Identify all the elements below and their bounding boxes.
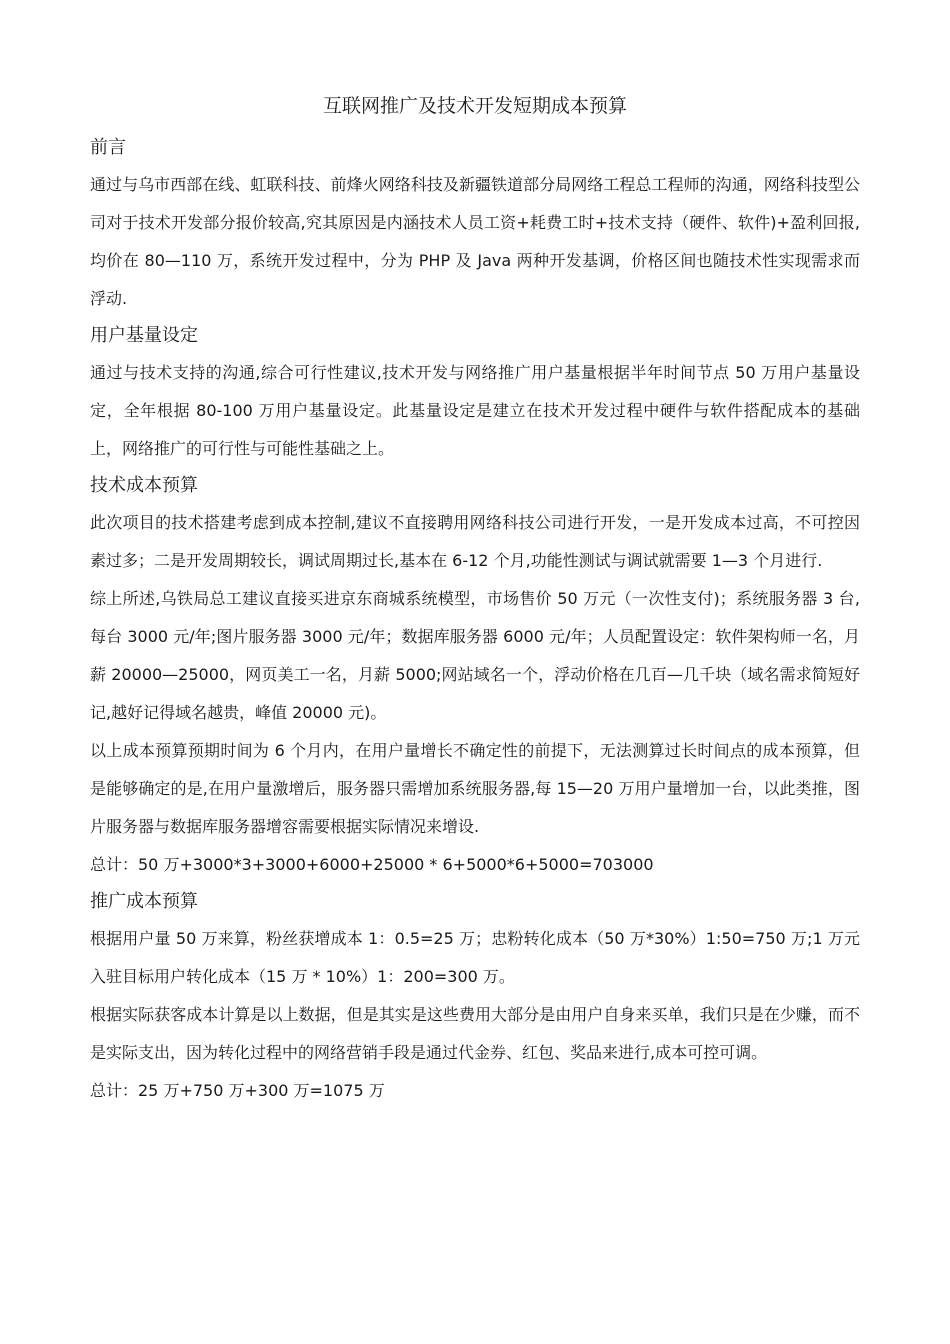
paragraph: 通过与乌市西部在线、虹联科技、前烽火网络科技及新疆铁道部分局网络工程总工程师的沟通，网络科技型公司对于技术开发部分报价较高,究其原因是内涵技术人员工资+耗费工时+技术支持（硬件、软件)+盈利回报,均价在 80—110 万，系统开发过程中，分为 PHP 及 Java 两种开发基调，价格区间也随技术性实现需求而浮动. xyxy=(90,175,860,308)
section-heading: 用户基量设定 xyxy=(90,325,198,346)
paragraph: 此次项目的技术搭建考虑到成本控制,建议不直接聘用网络科技公司进行开发，一是开发成本过高，不可控因素过多；二是开发周期较长，调试周期过长,基本在 6-12 个月,功能性测试与调试就需要 1—3 个月进行. xyxy=(90,513,860,570)
section-promotion-cost xyxy=(90,884,860,1110)
section-preface xyxy=(90,130,860,318)
paragraph: 以上成本预算预期时间为 6 个月内，在用户量增长不确定性的前提下，无法测算过长时间点的成本预算，但是能够确定的是,在用户量激增后，服务器只需增加系统服务器,每 15—20 万用户量增加一台，以此类推，图片服务器与数据库服务器增容需要根据实际情况来增设. xyxy=(90,741,860,836)
section-heading: 技术成本预算 xyxy=(90,475,198,496)
paragraph: 根据用户量 50 万来算，粉丝获增成本 1：0.5=25 万；忠粉转化成本（50 万*30%）1:50=750 万;1 万元入驻目标用户转化成本（15 万 * 10%）1：200=300 万。 xyxy=(90,929,860,986)
section-heading: 推广成本预算 xyxy=(90,891,198,912)
total-line: 总计：25 万+750 万+300 万=1075 万 xyxy=(90,1081,385,1100)
section-tech-cost xyxy=(90,468,860,884)
paragraph: 综上所述,乌铁局总工建议直接买进京东商城系统模型，市场售价 50 万元（一次性支付)；系统服务器 3 台,每台 3000 元/年;图片服务器 3000 元/年；数据库服务器 6000 元/年；人员配置设定：软件架构师一名，月薪 20000—25000，网页美工一名，月薪 5000;网站域名一个，浮动价格在几百—几千块（域名需求简短好记,越好记得域名越贵，峰值 20000 元)。 xyxy=(90,589,860,722)
document-title: 互联网推广及技术开发短期成本预算 xyxy=(322,95,627,117)
paragraph: 通过与技术支持的沟通,综合可行性建议,技术开发与网络推广用户基量根据半年时间节点 50 万用户基量设定，全年根据 80-100 万用户基量设定。此基量设定是建立在技术开发过程中硬件与软件搭配成本的基础上，网络推广的可行性与可能性基础之上。 xyxy=(90,363,860,458)
total-line: 总计：50 万+3000*3+3000+6000+25000 * 6+5000*6+5000=703000 xyxy=(90,855,654,874)
section-user-baseline xyxy=(90,318,860,468)
document-page xyxy=(90,88,860,1110)
paragraph: 根据实际获客成本计算是以上数据，但是其实是这些费用大部分是由用户自身来买单，我们只是在少赚，而不是实际支出，因为转化过程中的网络营销手段是通过代金券、红包、奖品来进行,成本可控可调。 xyxy=(90,1005,860,1062)
section-heading: 前言 xyxy=(90,137,126,158)
